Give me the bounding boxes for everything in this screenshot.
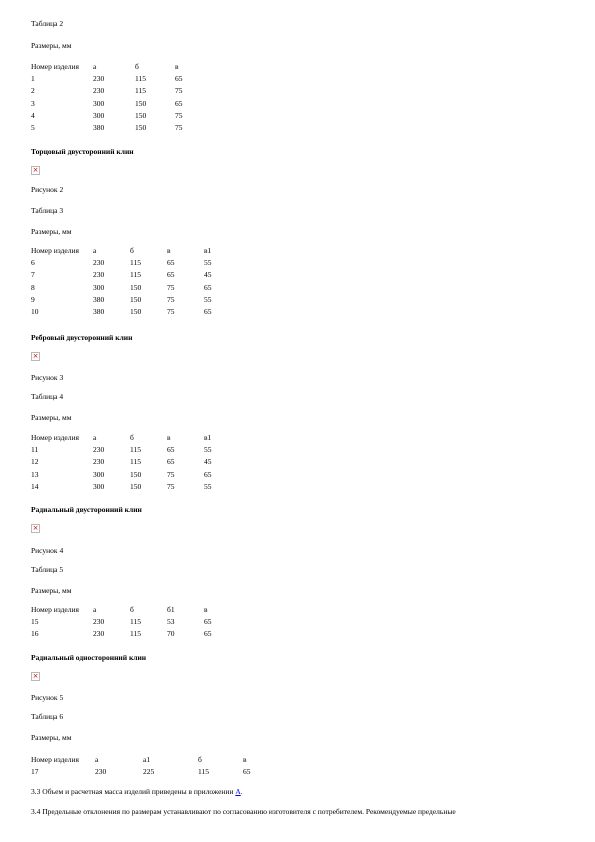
table-cell: 65: [204, 629, 212, 639]
table-cell: 230: [93, 457, 105, 467]
dimensions-table: [31, 245, 224, 319]
table-cell: 300: [93, 469, 105, 479]
table-cell: 75: [167, 469, 175, 479]
table-cell: 380: [93, 123, 105, 133]
table-row: [31, 306, 224, 318]
table-row: [31, 122, 195, 134]
table-cell: 75: [175, 86, 183, 96]
table-cell: 55: [204, 258, 212, 268]
table-cell: 230: [93, 258, 105, 268]
table-header-cell: в: [243, 754, 247, 764]
section-heading: Торцовый двусторонний клин: [31, 147, 134, 156]
table-cell: 75: [167, 295, 175, 305]
table-cell: 75: [167, 282, 175, 292]
table-cell: 11: [31, 445, 39, 455]
table-row: [31, 766, 263, 778]
table-header-cell: в1: [204, 432, 212, 442]
table-header-cell: a: [95, 754, 99, 764]
table-cell: 55: [204, 445, 212, 455]
table-cell: 17: [31, 767, 39, 777]
dimensions-table: [31, 61, 195, 135]
table-row: [31, 98, 195, 110]
paragraph: 3.3 Объем и расчетная масса изделий приведены в приложении А.: [31, 787, 243, 796]
table-header-cell: б: [130, 432, 134, 442]
table-cell: 45: [204, 457, 212, 467]
table-cell: 230: [93, 270, 105, 280]
paragraph: Таблица 2: [31, 19, 64, 28]
table-cell: 65: [204, 617, 212, 627]
paragraph: 3.4 Предельные отклонения по размерам устанавливают по согласованию изготовителя с потребителем. Рекомендуемые предельные: [31, 807, 456, 816]
table-cell: 5: [31, 123, 35, 133]
broken-image-icon: ×: [32, 352, 39, 360]
table-cell: 150: [130, 482, 142, 492]
table-cell: 115: [198, 767, 209, 777]
table-cell: 300: [93, 482, 105, 492]
table-header-cell: б: [130, 604, 134, 614]
table-cell: 15: [31, 617, 39, 627]
paragraph: Размеры, мм: [31, 733, 72, 742]
table-header-cell: a1: [143, 754, 151, 764]
table-row: [31, 110, 195, 122]
table-cell: 75: [167, 307, 175, 317]
dimensions-table: [31, 754, 263, 779]
paragraph: Размеры, мм: [31, 586, 72, 595]
section-heading: Ребровый двусторонний клин: [31, 333, 133, 342]
table-cell: 150: [130, 469, 142, 479]
table-cell: 230: [93, 74, 105, 84]
table-cell: 53: [167, 617, 175, 627]
table-row: [31, 469, 224, 481]
table-cell: 75: [175, 123, 183, 133]
table-cell: 230: [93, 617, 105, 627]
dimensions-table: [31, 604, 224, 641]
paragraph: Таблица 3: [31, 206, 64, 215]
table-cell: 65: [175, 74, 183, 84]
appendix-link[interactable]: А: [235, 787, 241, 796]
table-cell: 115: [130, 258, 141, 268]
table-cell: 230: [93, 86, 105, 96]
table-cell: 300: [93, 282, 105, 292]
table-cell: 115: [135, 74, 146, 84]
table-cell: 3: [31, 98, 35, 108]
table-cell: 7: [31, 270, 35, 280]
table-cell: 115: [130, 629, 141, 639]
table-row: [31, 481, 224, 493]
table-row: [31, 282, 224, 294]
broken-image-icon: ×: [32, 166, 39, 174]
table-header-cell: a: [93, 61, 97, 71]
table-cell: 14: [31, 482, 39, 492]
paragraph: Рисунок 4: [31, 546, 64, 555]
table-cell: 2: [31, 86, 35, 96]
table-cell: 55: [204, 295, 212, 305]
table-cell: 4: [31, 111, 35, 121]
table-header-cell: Номер изделия: [31, 604, 79, 614]
table-header-cell: в: [204, 604, 208, 614]
section-heading: Радиальный двусторонний клин: [31, 505, 142, 514]
table-row: [31, 444, 224, 456]
table-row: [31, 73, 195, 85]
table-cell: 300: [93, 111, 105, 121]
table-cell: 65: [167, 258, 175, 268]
table-cell: 1: [31, 74, 35, 84]
table-cell: 70: [167, 629, 175, 639]
table-cell: 65: [167, 270, 175, 280]
table-cell: 75: [175, 111, 183, 121]
table-header-cell: Номер изделия: [31, 432, 79, 442]
table-cell: 230: [93, 629, 105, 639]
table-row: [31, 270, 224, 282]
table-cell: 115: [130, 617, 141, 627]
table-row: [31, 86, 195, 98]
table-cell: 150: [135, 111, 147, 121]
table-header-cell: a: [93, 432, 97, 442]
broken-image-icon: ×: [32, 672, 39, 680]
table-cell: 150: [135, 98, 147, 108]
table-cell: 6: [31, 258, 35, 268]
table-header: [31, 245, 224, 257]
paragraph: Рисунок 2: [31, 185, 64, 194]
table-cell: 115: [135, 86, 146, 96]
table-cell: 75: [167, 482, 175, 492]
table-cell: 380: [93, 307, 105, 317]
table-cell: 115: [130, 445, 141, 455]
table-header-cell: Номер изделия: [31, 754, 79, 764]
table-header-cell: a: [93, 604, 97, 614]
table-cell: 230: [93, 445, 105, 455]
table-header: [31, 61, 195, 73]
table-header-cell: в: [167, 245, 171, 255]
table-cell: 65: [204, 307, 212, 317]
section-heading: Радиальный односторонний клин: [31, 653, 147, 662]
table-header-cell: Номер изделия: [31, 61, 79, 71]
table-cell: 9: [31, 295, 35, 305]
table-cell: 13: [31, 469, 39, 479]
paragraph: Размеры, мм: [31, 41, 72, 50]
table-cell: 115: [130, 457, 141, 467]
table-row: [31, 257, 224, 269]
table-header-cell: в1: [204, 245, 212, 255]
table-header: [31, 432, 224, 444]
paragraph: Таблица 5: [31, 565, 64, 574]
table-header-cell: Номер изделия: [31, 245, 79, 255]
table-cell: 150: [130, 282, 142, 292]
table-cell: 65: [204, 469, 212, 479]
table-cell: 16: [31, 629, 39, 639]
table-cell: 230: [95, 767, 107, 777]
table-cell: 65: [243, 767, 251, 777]
table-cell: 65: [167, 445, 175, 455]
table-header-cell: б: [198, 754, 202, 764]
paragraph: Рисунок 5: [31, 693, 64, 702]
table-cell: 10: [31, 307, 39, 317]
table-cell: 380: [93, 295, 105, 305]
table-cell: 45: [204, 270, 212, 280]
paragraph: Таблица 4: [31, 392, 64, 401]
table-cell: 225: [143, 767, 155, 777]
table-row: [31, 294, 224, 306]
table-cell: 65: [175, 98, 183, 108]
paragraph: Размеры, мм: [31, 413, 72, 422]
table-cell: 65: [204, 282, 212, 292]
table-header-cell: в: [175, 61, 179, 71]
table-cell: 150: [130, 307, 142, 317]
table-cell: 150: [135, 123, 147, 133]
table-header-cell: б1: [167, 604, 175, 614]
table-cell: 8: [31, 282, 35, 292]
paragraph: Размеры, мм: [31, 227, 72, 236]
table-row: [31, 457, 224, 469]
table-row: [31, 616, 224, 628]
table-header-cell: a: [93, 245, 97, 255]
broken-image-icon: ×: [32, 524, 39, 532]
paragraph: Таблица 6: [31, 712, 64, 721]
table-cell: 55: [204, 482, 212, 492]
table-header: [31, 754, 263, 766]
table-cell: 65: [167, 457, 175, 467]
table-header: [31, 604, 224, 616]
table-header-cell: б: [130, 245, 134, 255]
paragraph: Рисунок 3: [31, 373, 64, 382]
table-cell: 12: [31, 457, 39, 467]
table-cell: 150: [130, 295, 142, 305]
table-row: [31, 629, 224, 641]
table-header-cell: в: [167, 432, 171, 442]
table-header-cell: б: [135, 61, 139, 71]
table-cell: 115: [130, 270, 141, 280]
dimensions-table: [31, 432, 224, 493]
table-cell: 300: [93, 98, 105, 108]
